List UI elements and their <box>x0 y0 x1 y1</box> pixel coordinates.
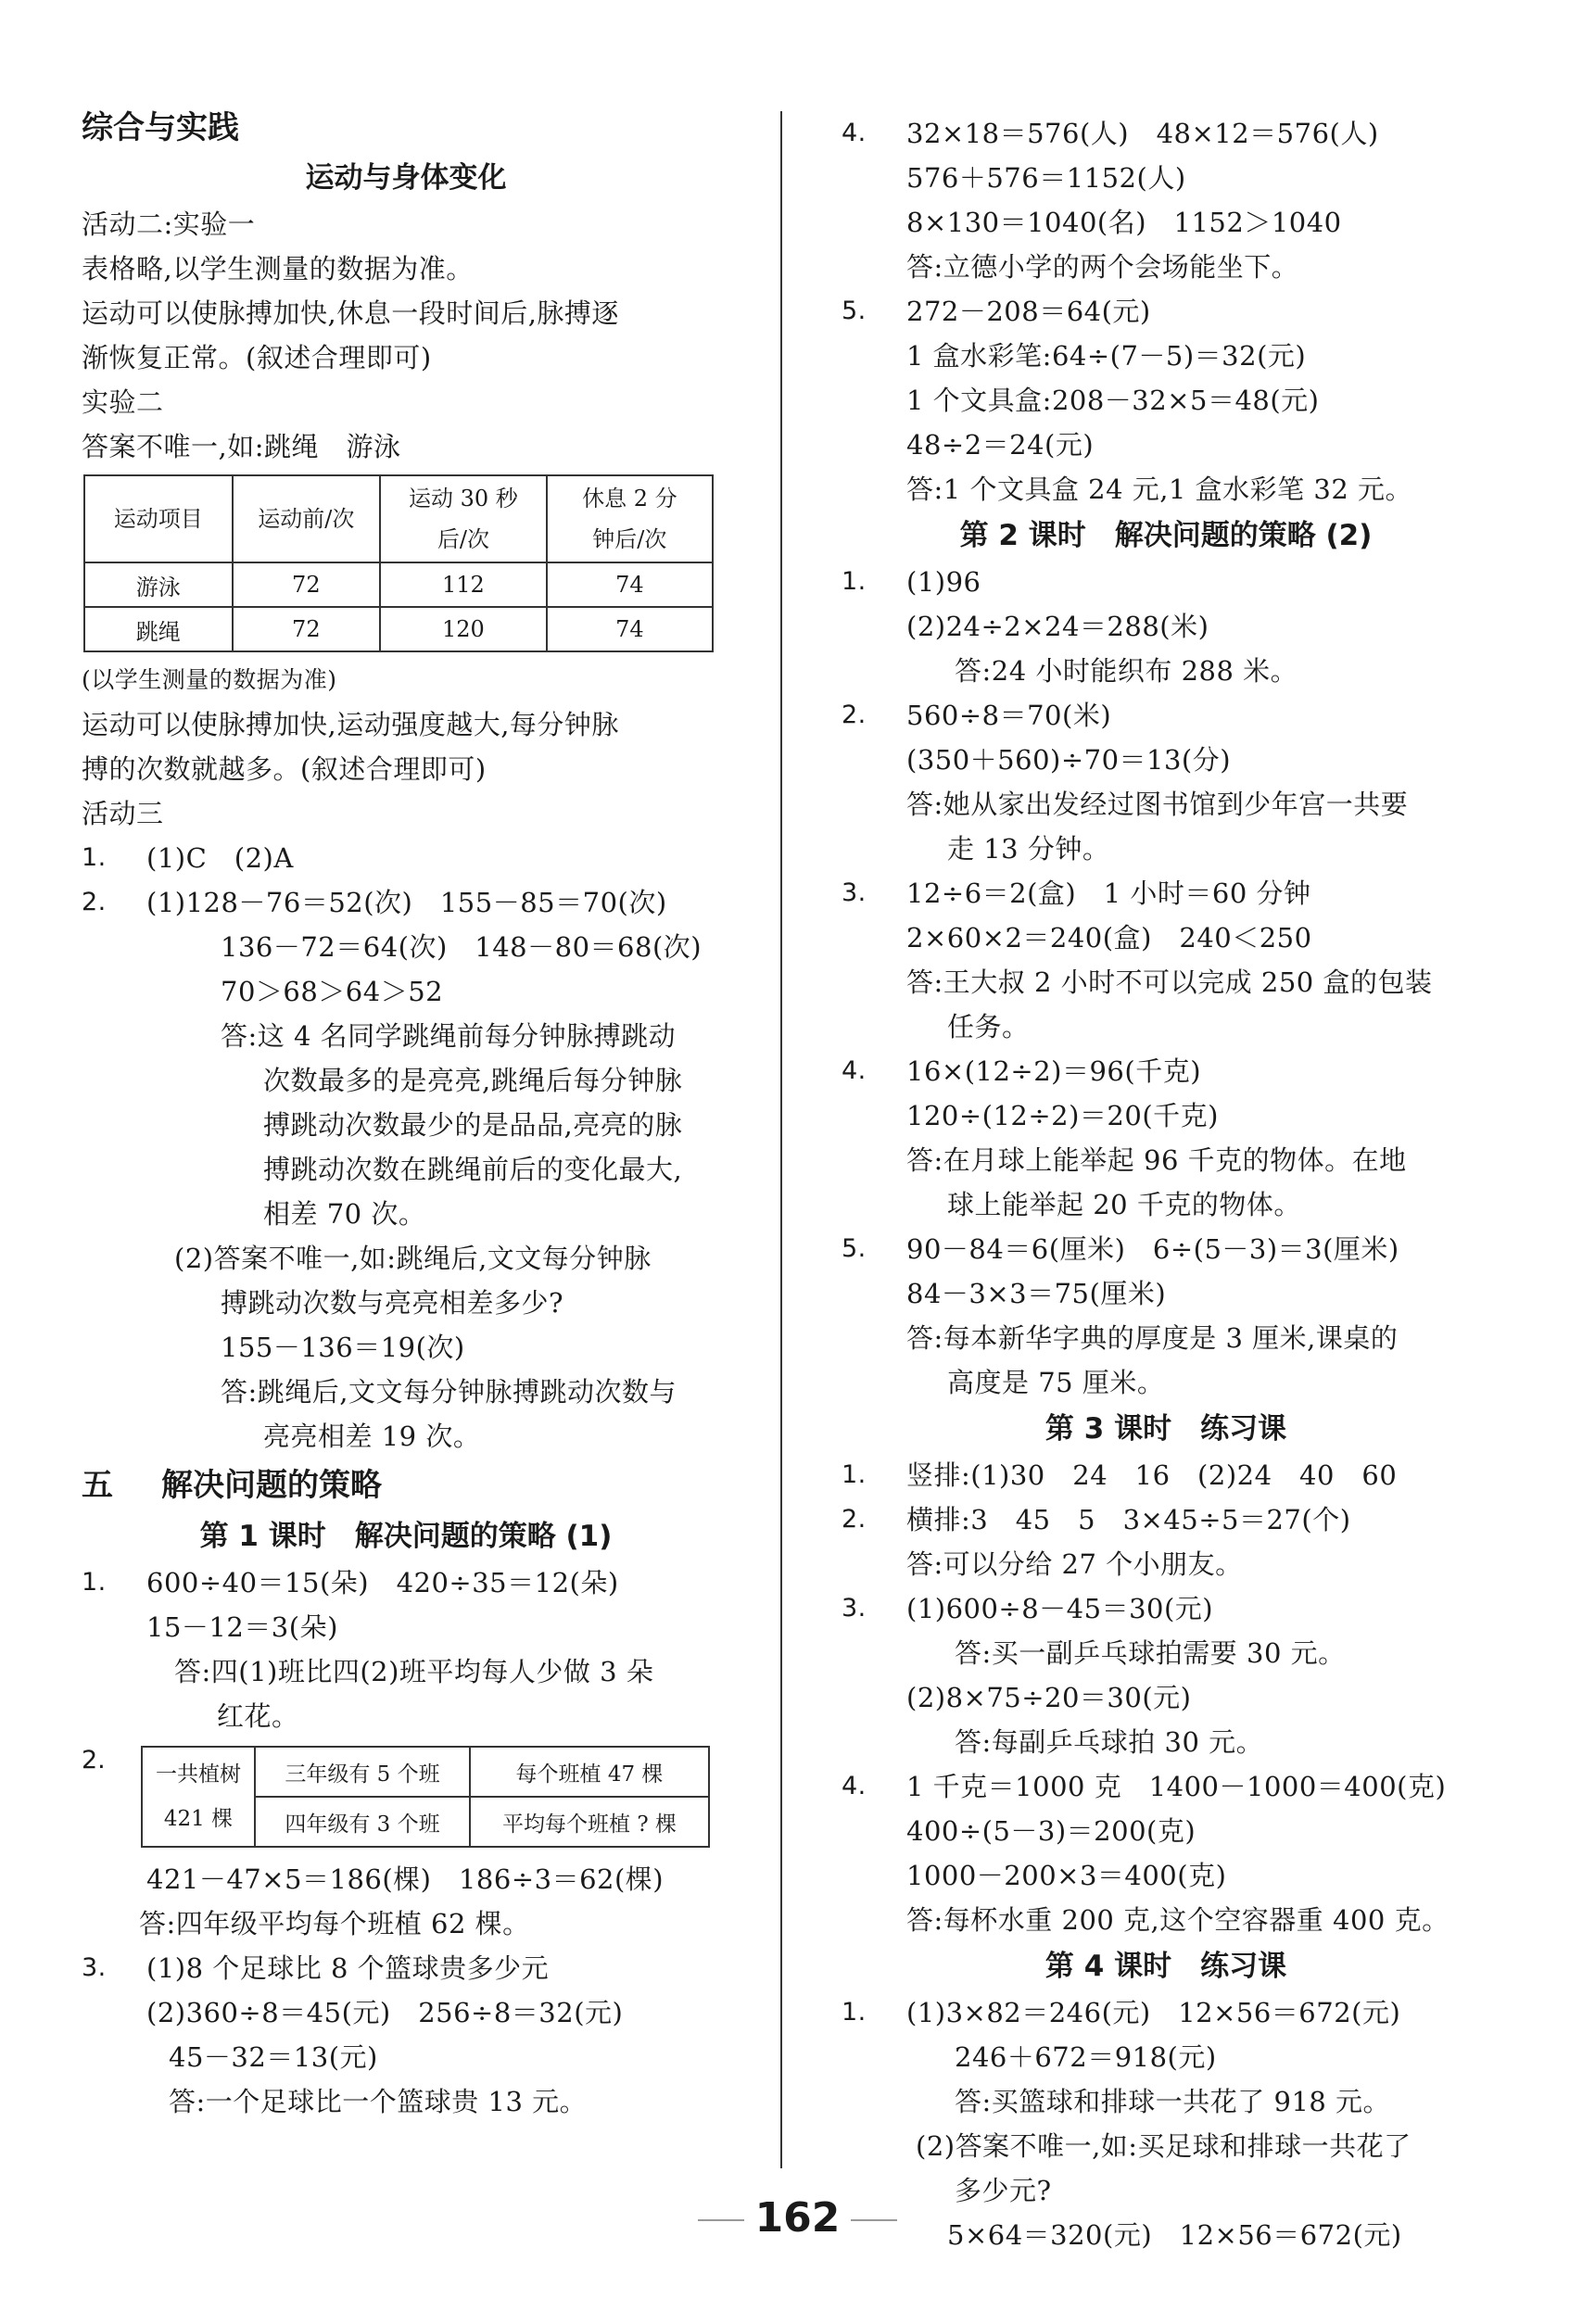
text-line: 多少元? <box>955 2175 1052 2206</box>
answer-line: 答:一个足球比一个篮球贵 13 元。 <box>169 2086 588 2117</box>
item-number: 5. <box>842 297 867 325</box>
table-cell: 四年级有 3 个班 <box>255 1797 470 1847</box>
table-cell: 74 <box>547 562 713 607</box>
answer-item: 2. (1)128－76＝52(次) 155－85＝70(次) <box>82 880 730 925</box>
table-cell: 游泳 <box>84 562 233 607</box>
text-line: (2)答案不唯一,如:跳绳后,文文每分钟脉 <box>174 1243 652 1274</box>
text-line: (2)答案不唯一,如:买足球和排球一共花了 <box>916 2130 1411 2162</box>
text-line: 48÷2＝24(元) <box>906 429 1095 461</box>
chapter-number: 五 <box>82 1467 113 1504</box>
item-number: 2. <box>842 701 867 729</box>
table-cell: 平均每个班植 ? 棵 <box>470 1797 709 1847</box>
answer-line: 答:在月球上能举起 96 千克的物体。在地 <box>906 1144 1407 1176</box>
table-cell: 一共植树 421 棵 <box>142 1747 255 1847</box>
answer-item: 2. 560÷8＝70(米) <box>842 693 1490 738</box>
answer-line: 走 13 分钟。 <box>947 833 1110 865</box>
answer-item: 3. (1)600÷8－45＝30(元) <box>842 1586 1490 1631</box>
page-number-rule <box>698 2219 744 2221</box>
table-cell: 三年级有 5 个班 <box>255 1747 470 1797</box>
text-line: 8×130＝1040(名) 1152＞1040 <box>906 207 1342 238</box>
table-cell: 120 <box>380 607 547 651</box>
text-line: 15－12＝3(朵) <box>146 1611 338 1643</box>
text-line: 2×60×2＝240(盒) 240＜250 <box>906 922 1312 954</box>
text-line: 运动可以使脉搏加快,休息一段时间后,脉搏逐 <box>82 297 619 329</box>
text-line: 1000－200×3＝400(克) <box>906 1860 1227 1891</box>
page-number-rule <box>851 2219 897 2221</box>
answer-line: 答:买一副乒乓球拍需要 30 元。 <box>955 1637 1346 1669</box>
item-number: 3. <box>842 1594 867 1623</box>
item-number: 4. <box>842 119 867 147</box>
answer-line: 答:24 小时能织布 288 米。 <box>955 655 1298 687</box>
text-line: 70＞68＞64＞52 <box>221 976 444 1007</box>
answer-line: 答:四年级平均每个班植 62 棵。 <box>139 1908 530 1939</box>
table-header-cell: 休息 2 分 钟后/次 <box>547 475 713 562</box>
answer-line: 答:1 个文具盒 24 元,1 盒水彩笔 32 元。 <box>906 474 1413 505</box>
answer-line: 答:每副乒乓球拍 30 元。 <box>955 1726 1264 1758</box>
text-line: (2)360÷8＝45(元) 256÷8＝32(元) <box>146 1997 624 2028</box>
table-cell: 112 <box>380 562 547 607</box>
text-line: 渐恢复正常。(叙述合理即可) <box>82 342 432 373</box>
answer-item: 1. (1)96 <box>842 560 1490 604</box>
table-cell: 72 <box>233 562 381 607</box>
text-line: 1 盒水彩笔:64÷(7－5)＝32(元) <box>906 340 1307 372</box>
answer-item: 5. 90－84＝6(厘米) 6÷(5－3)＝3(厘米) <box>842 1227 1490 1271</box>
item-number: 3. <box>842 878 867 907</box>
answer-item: 4. 32×18＝576(人) 48×12＝576(人) <box>842 111 1490 156</box>
diagram-table <box>141 1746 710 1848</box>
text-line: 84－3×3＝75(厘米) <box>906 1278 1167 1309</box>
item-number: 4. <box>842 1056 867 1085</box>
chapter-heading <box>82 1459 730 1512</box>
table-row <box>84 607 713 651</box>
subtitle: 运动与身体变化 <box>305 161 507 195</box>
text-line: 搏的次数就越多。(叙述合理即可) <box>82 753 487 785</box>
answer-line: 答:王大叔 2 小时不可以完成 250 盒的包装 <box>906 966 1433 998</box>
item-number: 1. <box>842 1998 867 2027</box>
item-number: 2. <box>842 1505 867 1534</box>
answer-item: 1. (1)C (2)A <box>82 836 730 880</box>
answer-line: 相差 70 次。 <box>263 1198 426 1230</box>
text-line: 运动可以使脉搏加快,运动强度越大,每分钟脉 <box>82 709 619 740</box>
item-number: 2. <box>82 888 107 916</box>
answer-item: 4. 16×(12÷2)＝96(千克) <box>842 1049 1490 1093</box>
answer-line: 答:这 4 名同学跳绳前每分钟脉搏跳动 <box>221 1020 677 1052</box>
answer-item: 1. 600÷40＝15(朵) 420÷35＝12(朵) <box>82 1560 730 1605</box>
text-line: (2)8×75÷20＝30(元) <box>906 1682 1192 1713</box>
text-line: 246＋672＝918(元) <box>955 2041 1217 2073</box>
lesson-heading: 第 3 课时 练习课 <box>1044 1412 1287 1446</box>
answer-line: 答:四(1)班比四(2)班平均每人少做 3 朵 <box>174 1656 654 1687</box>
table-cell: 74 <box>547 607 713 651</box>
answer-line: 答:买篮球和排球一共花了 918 元。 <box>955 2086 1391 2117</box>
item-number: 2. <box>82 1746 106 1775</box>
table-cell: 跳绳 <box>84 607 233 651</box>
table-cell: 72 <box>233 607 381 651</box>
answer-line: 答:她从家出发经过图书馆到少年宫一共要 <box>906 789 1409 820</box>
right-column <box>842 111 1490 2257</box>
table-header-cell: 运动前/次 <box>233 475 381 562</box>
answer-line: 答:可以分给 27 个小朋友。 <box>906 1548 1243 1580</box>
answer-item: 3. (1)8 个足球比 8 个篮球贵多少元 <box>82 1946 730 1990</box>
text-line: 活动二:实验一 <box>82 208 256 240</box>
text-line: 搏跳动次数与亮亮相差多少? <box>221 1287 564 1319</box>
text-line: 576＋576＝1152(人) <box>906 162 1186 194</box>
section-title: 综合与实践 <box>82 109 239 146</box>
text-line: 答案不唯一,如:跳绳 游泳 <box>82 431 401 462</box>
exercise-table <box>83 474 714 652</box>
page-number: 162 <box>0 2194 1595 2242</box>
answer-line: 搏跳动次数最少的是品品,亮亮的脉 <box>263 1109 683 1141</box>
lesson-heading: 第 2 课时 解决问题的策略 (2) <box>959 519 1373 552</box>
answer-line: 答:立德小学的两个会场能坐下。 <box>906 251 1299 283</box>
item-number: 5. <box>842 1234 867 1263</box>
table-header-cell: 运动 30 秒 后/次 <box>380 475 547 562</box>
text-line: 45－32＝13(元) <box>169 2041 378 2073</box>
table-header-cell: 运动项目 <box>84 475 233 562</box>
table-cell: 每个班植 47 棵 <box>470 1747 709 1797</box>
lesson-heading: 第 1 课时 解决问题的策略 (1) <box>199 1520 613 1553</box>
answer-item: 3. 12÷6＝2(盒) 1 小时＝60 分钟 <box>842 871 1490 916</box>
answer-line: 答:每本新华字典的厚度是 3 厘米,课桌的 <box>906 1322 1399 1354</box>
text-line: (350＋560)÷70＝13(分) <box>906 744 1232 776</box>
answer-item <box>82 1738 730 1857</box>
item-number: 1. <box>82 1568 107 1597</box>
item-number: 1. <box>82 843 107 872</box>
answer-line: 答:每杯水重 200 克,这个空容器重 400 克。 <box>906 1904 1449 1936</box>
answer-line: 红花。 <box>217 1700 299 1732</box>
answer-line: 搏跳动次数在跳绳前后的变化最大, <box>263 1154 683 1185</box>
text-line: 155－136＝19(次) <box>221 1332 465 1363</box>
chapter-title: 解决问题的策略 <box>161 1467 382 1504</box>
left-column <box>82 102 730 2124</box>
text-line: 120÷(12÷2)＝20(千克) <box>906 1100 1219 1131</box>
item-number: 4. <box>842 1772 867 1800</box>
text-line: 5×64＝320(元) 12×56＝672(元) <box>947 2219 1402 2251</box>
text-line: (以学生测量的数据为准) <box>82 666 337 693</box>
table-row <box>142 1747 709 1797</box>
answer-item: 1. (1)3×82＝246(元) 12×56＝672(元) <box>842 1990 1490 2035</box>
answer-item: 2. 横排:3 45 5 3×45÷5＝27(个) <box>842 1497 1490 1542</box>
answer-line: 球上能举起 20 千克的物体。 <box>947 1189 1301 1220</box>
text-line: 421－47×5＝186(棵) 186÷3＝62(棵) <box>146 1863 665 1895</box>
column-divider <box>780 111 782 2168</box>
answer-item: 4. 1 千克＝1000 克 1400－1000＝400(克) <box>842 1764 1490 1809</box>
lesson-heading: 第 4 课时 练习课 <box>1044 1950 1287 1983</box>
text-line: 表格略,以学生测量的数据为准。 <box>82 253 474 284</box>
answer-line: 次数最多的是亮亮,跳绳后每分钟脉 <box>263 1065 683 1096</box>
text-line: (2)24÷2×24＝288(米) <box>906 611 1209 642</box>
answer-item: 1. 竖排:(1)30 24 16 (2)24 40 60 <box>842 1453 1490 1497</box>
answer-line: 高度是 75 厘米。 <box>947 1367 1165 1398</box>
text-line: 400÷(5－3)＝200(克) <box>906 1815 1196 1847</box>
answer-line: 任务。 <box>947 1011 1030 1042</box>
table-header-row <box>84 475 713 562</box>
item-number: 1. <box>842 567 867 596</box>
text-line: 活动三 <box>82 798 164 829</box>
answer-item: 5. 272－208＝64(元) <box>842 289 1490 334</box>
table-row <box>84 562 713 607</box>
text-line: 136－72＝64(次) 148－80＝68(次) <box>221 931 703 963</box>
answer-line: 答:跳绳后,文文每分钟脉搏跳动次数与 <box>221 1376 677 1408</box>
item-number: 1. <box>842 1460 867 1489</box>
text-line: 1 个文具盒:208－32×5＝48(元) <box>906 385 1320 416</box>
answer-line: 亮亮相差 19 次。 <box>263 1421 481 1452</box>
text-line: 实验二 <box>82 386 164 418</box>
item-number: 3. <box>82 1953 107 1982</box>
